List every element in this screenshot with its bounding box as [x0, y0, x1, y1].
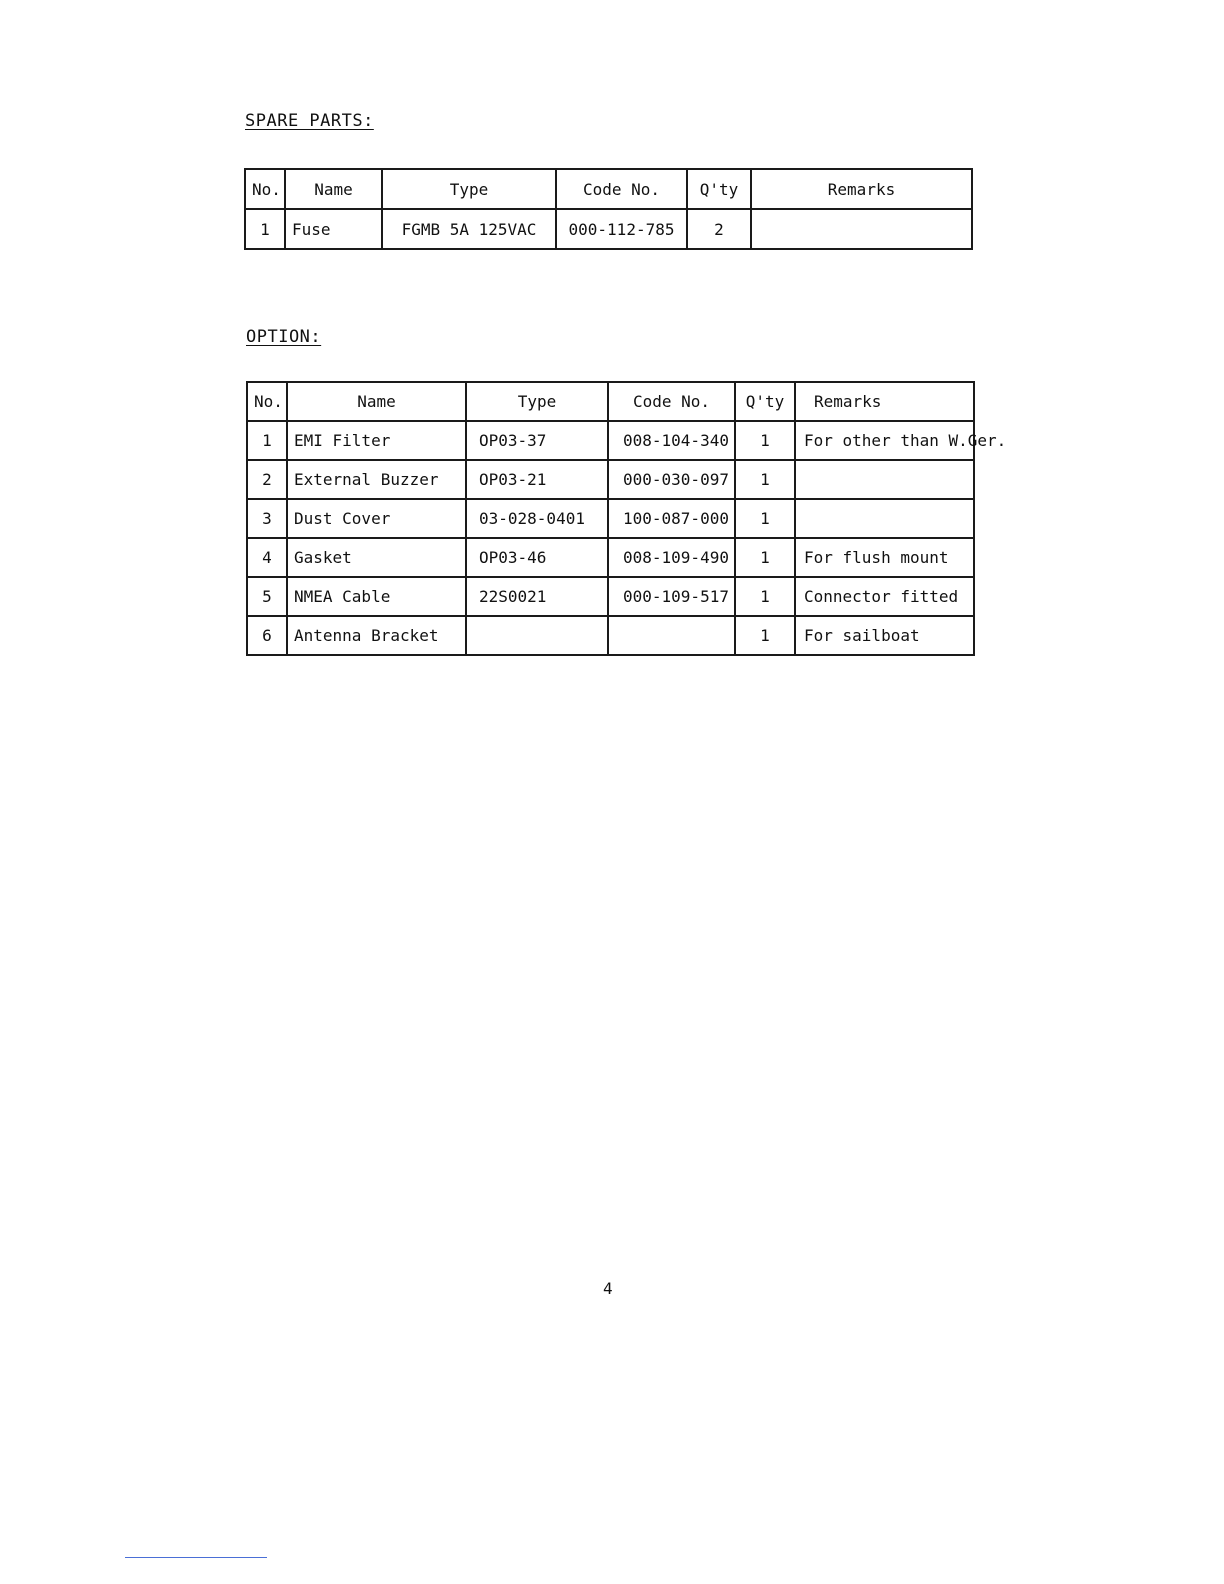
spare-parts-table: [244, 168, 973, 250]
cell-qty: 2: [687, 209, 751, 249]
cell-code: 100-087-000: [608, 499, 735, 538]
table-row: [247, 616, 974, 655]
column-header-type: Type: [382, 169, 556, 209]
footer-rule: [125, 1557, 267, 1558]
cell-remarks: [795, 499, 974, 538]
cell-qty: 1: [735, 577, 795, 616]
cell-type: OP03-46: [466, 538, 608, 577]
cell-qty: 1: [735, 421, 795, 460]
column-header-type: Type: [466, 382, 608, 421]
cell-type: OP03-37: [466, 421, 608, 460]
cell-no: 3: [247, 499, 287, 538]
column-header-remarks: Remarks: [751, 169, 972, 209]
table-row: [247, 538, 974, 577]
column-header-remarks: Remarks: [795, 382, 974, 421]
cell-remarks: Connector fitted: [795, 577, 974, 616]
cell-no: 2: [247, 460, 287, 499]
column-header-name: Name: [287, 382, 466, 421]
column-header-qty: Q'ty: [687, 169, 751, 209]
column-header-code: Code No.: [608, 382, 735, 421]
cell-no: 1: [247, 421, 287, 460]
cell-no: 5: [247, 577, 287, 616]
cell-type: [466, 616, 608, 655]
cell-qty: 1: [735, 499, 795, 538]
table-row: [247, 460, 974, 499]
cell-qty: 1: [735, 616, 795, 655]
option-heading: OPTION:: [246, 327, 322, 347]
cell-remarks: For sailboat: [795, 616, 974, 655]
cell-no: 6: [247, 616, 287, 655]
column-header-no: No.: [245, 169, 285, 209]
cell-code: 008-104-340: [608, 421, 735, 460]
spare-parts-heading: SPARE PARTS:: [245, 111, 374, 131]
cell-code: 000-109-517: [608, 577, 735, 616]
table-header-row: [247, 382, 974, 421]
table-row: [245, 209, 972, 249]
cell-name: Gasket: [287, 538, 466, 577]
cell-type: 22S0021: [466, 577, 608, 616]
table-row: [247, 577, 974, 616]
option-table: [246, 381, 1007, 656]
cell-name: Antenna Bracket: [287, 616, 466, 655]
cell-name: NMEA Cable: [287, 577, 466, 616]
column-header-no: No.: [247, 382, 287, 421]
cell-remarks: [751, 209, 972, 249]
cell-qty: 1: [735, 538, 795, 577]
cell-code: 000-112-785: [556, 209, 687, 249]
column-header-qty: Q'ty: [735, 382, 795, 421]
cell-name: External Buzzer: [287, 460, 466, 499]
column-header-name: Name: [285, 169, 382, 209]
cell-type: 03-028-0401: [466, 499, 608, 538]
cell-code: 000-030-097: [608, 460, 735, 499]
table-row: [247, 421, 974, 460]
cell-remarks: For other than W.Ger.: [795, 421, 974, 460]
cell-name: Fuse: [285, 209, 382, 249]
cell-remarks: For flush mount: [795, 538, 974, 577]
cell-name: Dust Cover: [287, 499, 466, 538]
page-number: 4: [603, 1279, 613, 1298]
cell-name: EMI Filter: [287, 421, 466, 460]
cell-no: 4: [247, 538, 287, 577]
cell-remarks: [795, 460, 974, 499]
cell-code: [608, 616, 735, 655]
table-header-row: [245, 169, 972, 209]
column-header-code: Code No.: [556, 169, 687, 209]
cell-qty: 1: [735, 460, 795, 499]
cell-type: OP03-21: [466, 460, 608, 499]
cell-type: FGMB 5A 125VAC: [382, 209, 556, 249]
table-row: [247, 499, 974, 538]
cell-code: 008-109-490: [608, 538, 735, 577]
cell-no: 1: [245, 209, 285, 249]
